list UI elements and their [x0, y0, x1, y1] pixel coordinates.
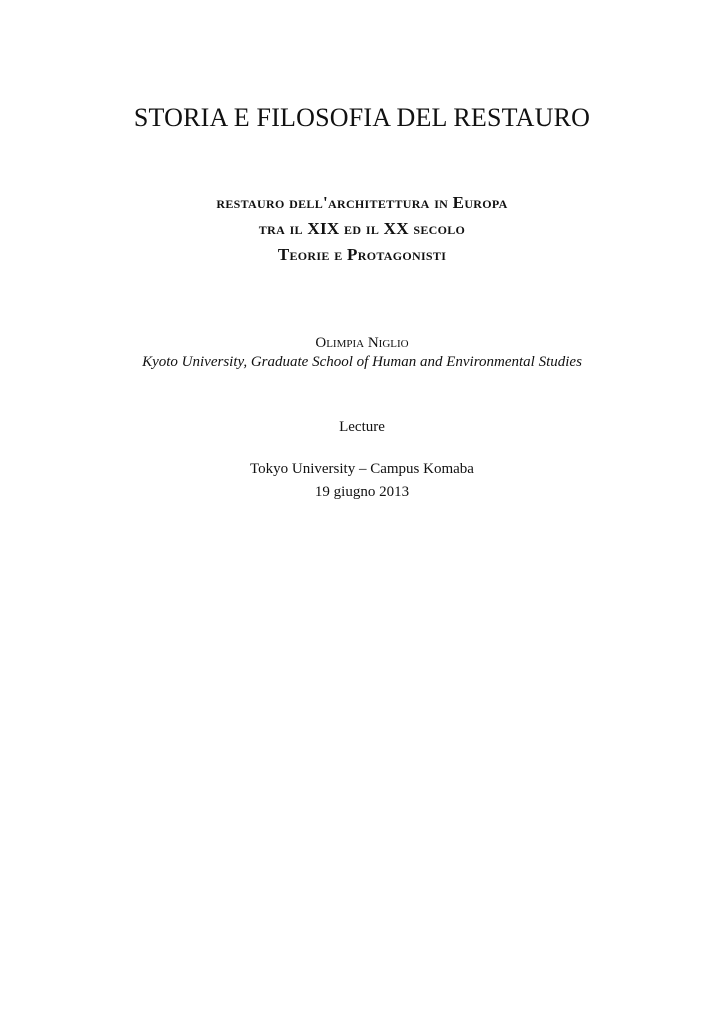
subtitle-line-3: Teorie e Protagonisti: [277, 245, 447, 264]
author-affiliation: Kyoto University, Graduate School of Human and Environmental Studies: [142, 354, 582, 370]
subtitle-line-2: tra il XIX ed il XX secolo: [258, 219, 466, 238]
event-type: Lecture: [339, 419, 385, 435]
event-venue: Tokyo University – Campus Komaba: [250, 461, 474, 477]
event-date: 19 giugno 2013: [314, 484, 410, 500]
author-name: Olimpia Niglio: [315, 335, 409, 351]
subtitle-line-1: restauro dell'architettura in Europa: [216, 193, 508, 212]
document-title: STORIA E FILOSOFIA DEL RESTAURO: [133, 103, 591, 132]
